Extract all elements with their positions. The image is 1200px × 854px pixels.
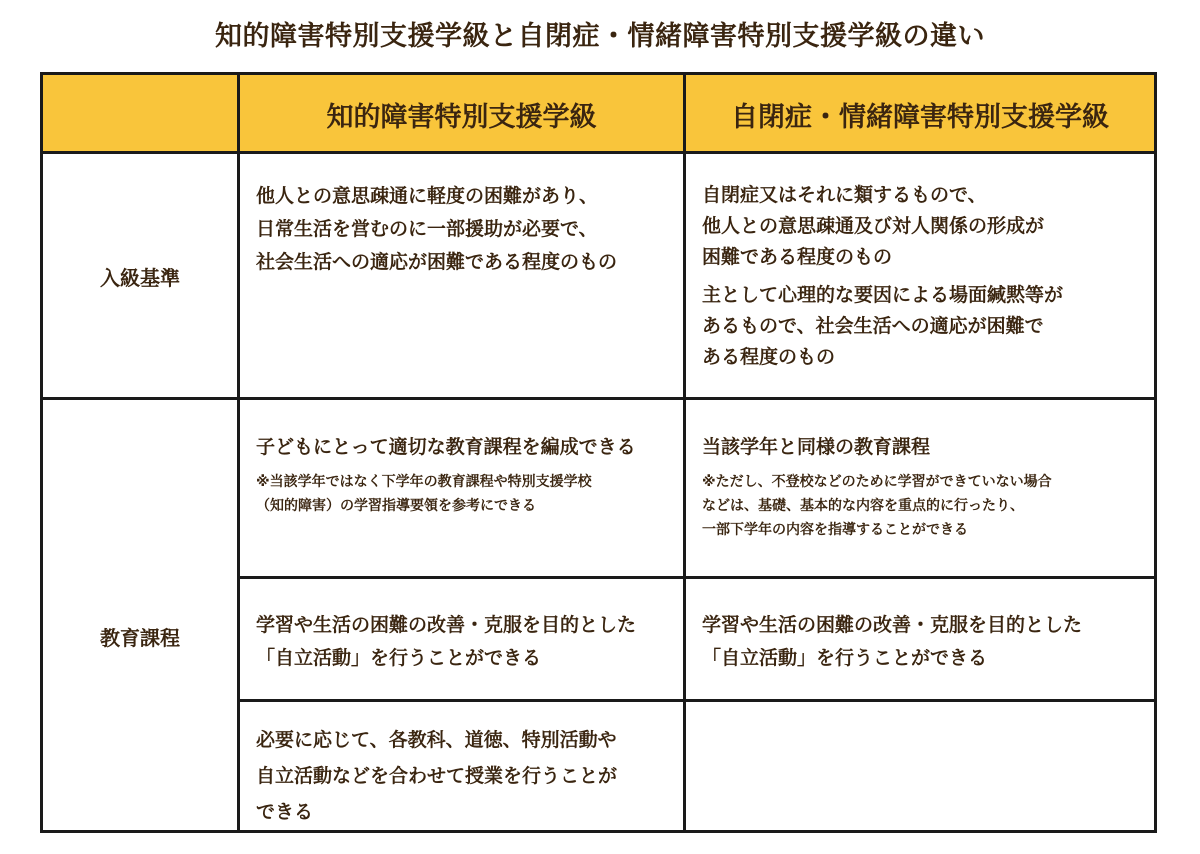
text-line: できる xyxy=(256,801,314,823)
curriculum-autism-text-2 xyxy=(702,609,1148,675)
text-line: あるもので、社会生活への適応が困難で xyxy=(702,315,1044,337)
text-line: 社会生活への適応が困難である程度のもの xyxy=(256,251,618,273)
text-line: 必要に応じて、各教科、道徳、特別活動や xyxy=(256,729,617,751)
row-label-cell-admission xyxy=(40,151,240,400)
text-line: 他人との意思疎通に軽度の困難があり、 xyxy=(256,185,599,207)
note-line: 一部下学年の内容を指導することができる xyxy=(702,522,968,538)
note-line: ※当該学年ではなく下学年の教育課程や特別支援学校 xyxy=(256,474,592,490)
text-line: 「自立活動」を行うことができる xyxy=(702,647,988,669)
curriculum-intellectual-cell-3 xyxy=(237,699,686,833)
curriculum-autism-main-1: 当該学年と同様の教育課程 xyxy=(702,436,931,458)
text-line: ある程度のもの xyxy=(702,346,836,368)
header-cell-intellectual xyxy=(237,72,686,154)
curriculum-intellectual-cell-1 xyxy=(237,397,686,579)
row-label-admission: 入級基準 xyxy=(100,266,180,290)
text-line: 自閉症又はそれに類するもので、 xyxy=(702,184,987,206)
text-line: 日常生活を営むのに一部援助が必要で、 xyxy=(256,218,598,240)
header-corner-cell xyxy=(40,72,240,154)
text-line: 学習や生活の困難の改善・克服を目的とした xyxy=(256,614,637,636)
admission-intellectual-cell xyxy=(237,151,686,400)
text-line: 他人との意思疎通及び対人関係の形成が xyxy=(702,215,1045,237)
header-label-intellectual: 知的障害特別支援学級 xyxy=(326,102,597,133)
curriculum-intellectual-note-1 xyxy=(256,470,677,518)
curriculum-intellectual-cell-2 xyxy=(237,576,686,702)
admission-autism-text-a xyxy=(702,180,1148,273)
page-title: 知的障害特別支援学級と自閉症・情緒障害特別支援学級の違い xyxy=(215,21,985,52)
curriculum-autism-cell-1 xyxy=(683,397,1157,579)
text-line: 自立活動などを合わせて授業を行うことが xyxy=(256,765,618,787)
text-line: 主として心理的な要因による場面緘黙等が xyxy=(702,284,1064,306)
header-cell-autism xyxy=(683,72,1157,154)
admission-autism-cell xyxy=(683,151,1157,400)
note-line: （知的障害）の学習指導要領を参考にできる xyxy=(256,498,536,514)
note-line: ※ただし、不登校などのために学習ができていない場合 xyxy=(702,474,1052,490)
curriculum-intellectual-main-1: 子どもにとって適切な教育課程を編成できる xyxy=(256,436,636,458)
curriculum-autism-cell-3-empty xyxy=(683,699,1157,833)
note-line: などは、基礎、基本的な内容を重点的に行ったり、 xyxy=(702,498,1024,514)
curriculum-autism-cell-2 xyxy=(683,576,1157,702)
row-label-curriculum: 教育課程 xyxy=(100,626,180,650)
text-line: 「自立活動」を行うことができる xyxy=(256,647,542,669)
curriculum-autism-note-1 xyxy=(702,470,1148,542)
header-label-autism: 自閉症・情緒障害特別支援学級 xyxy=(731,102,1109,133)
curriculum-intellectual-text-3 xyxy=(256,722,677,830)
curriculum-intellectual-text-2 xyxy=(256,609,677,675)
admission-autism-text-b xyxy=(702,280,1148,373)
text-line: 学習や生活の困難の改善・克服を目的とした xyxy=(702,614,1083,636)
admission-intellectual-text xyxy=(256,180,677,279)
row-label-cell-curriculum xyxy=(40,397,240,833)
text-line: 困難である程度のもの xyxy=(702,246,893,268)
